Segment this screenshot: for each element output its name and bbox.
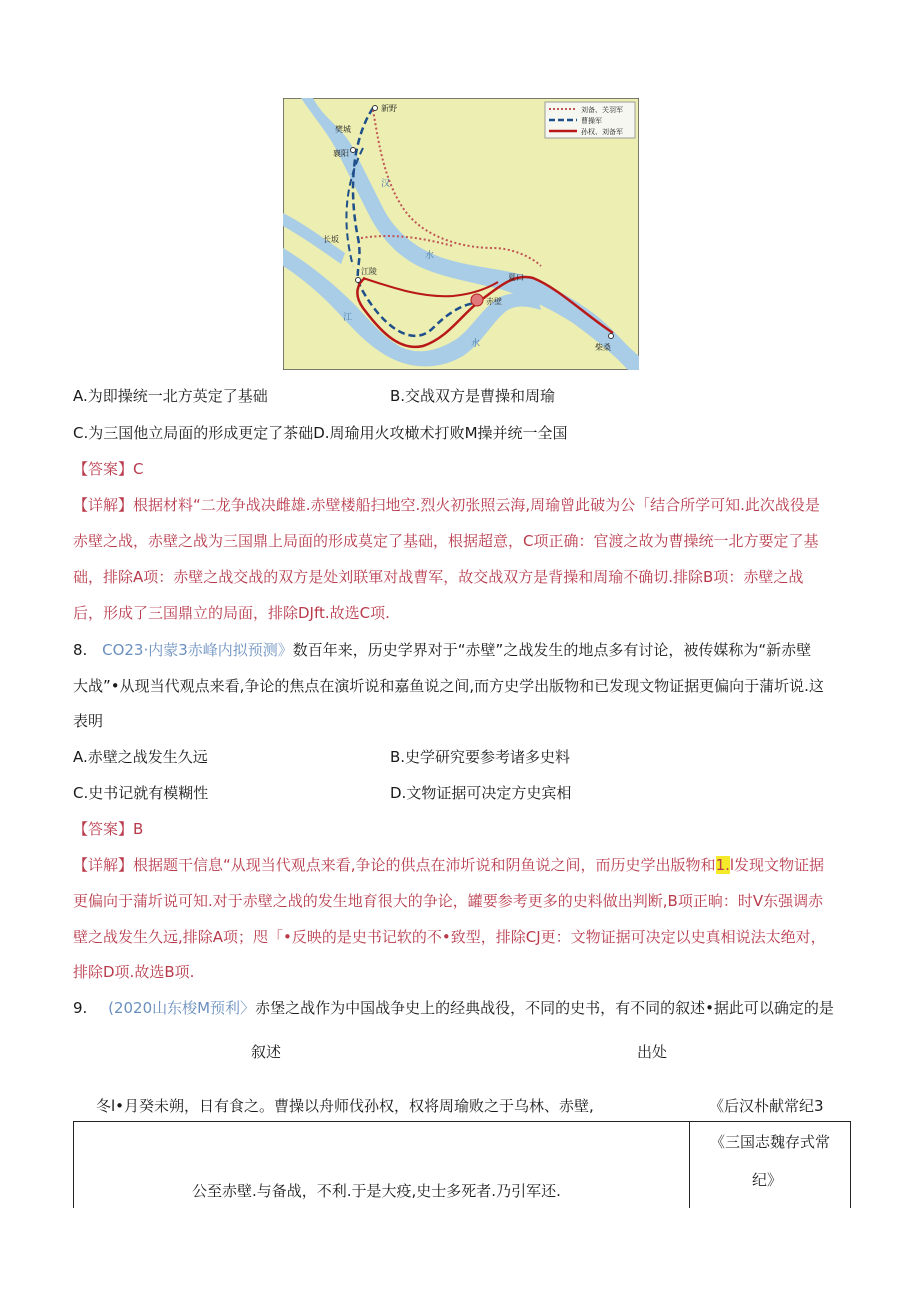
label-xiangyang: 襄阳 (333, 149, 349, 158)
q7-detail-1 (73, 495, 820, 515)
label-shui-1: 水 (425, 251, 435, 261)
label-han-1: 汉 (381, 179, 391, 189)
q8-highlight-mark: 1. (715, 856, 730, 874)
q8-stem-text-1: 数百年来，历史学界对于“赤壁”之战发生的地点多有讨论，被传媒称为“新赤壁 (292, 641, 812, 659)
q8-number: 8. (73, 641, 88, 659)
label-chaisang: 柴桑 (595, 343, 611, 352)
q7-detail-2: 赤壁之战，赤壁之战为三国鼎上局面的形成莫定了基础，根据超意，C项正确：官渡之故为曹操统一北方要定了基 (73, 532, 819, 550)
q9-row1-source: 《后汉朴献常纪3 (709, 1097, 824, 1115)
q8-detail-text-1b: l发现文物证据 (729, 856, 825, 874)
q8-detail-4: 排除D项.故选B项. (73, 963, 195, 981)
label-shui-2: 水 (471, 339, 481, 349)
q7-detail-3: 础，排除A项：赤壁之战交战的双方是处刘联軍对战曹军，故交战双方是背操和周瑜不确切.排除B项：赤壁之战 (73, 568, 804, 586)
q8-option-d: D.文物证据可决定方史宾相 (390, 784, 572, 802)
q7-detail-4: 后，形成了三国鼎立的局面，排除DJft.故选C项. (73, 604, 390, 622)
q8-detail-tag: 【详解】 (73, 856, 134, 874)
q8-stem-1 (73, 640, 811, 660)
chibi-battle-map (283, 98, 639, 370)
q9-stem-text: 赤堡之战作为中国战争史上的经典战役，不同的史书，有不同的叙述•据此可以确定的是 (255, 999, 834, 1017)
q8-answer: 【答案】B (73, 820, 144, 838)
label-xiakou: 夏口 (508, 273, 524, 282)
q9-header-source: 出处 (637, 1043, 668, 1061)
jiangling-marker (356, 278, 361, 283)
q8-option-a: A.赤壁之战发生久远 (73, 748, 208, 766)
q8-detail-2: 更偏向于蒲圻说可知.对于赤壁之战的发生地育很大的争论，罐要参考更多的史料做出判断,B项正晌：时V东强调赤 (73, 892, 824, 910)
q7-answer: 【答案】C (73, 460, 144, 478)
legend-cao: 曹操军 (581, 117, 602, 125)
chibi-marker (471, 294, 483, 306)
q8-detail-1 (73, 855, 824, 875)
label-fancheng: 樊城 (335, 125, 351, 134)
map-legend (545, 102, 635, 138)
q9-stem (73, 998, 834, 1018)
label-chibi: 赤壁 (486, 297, 502, 306)
label-jiangling: 江陵 (361, 267, 377, 276)
xiangyang-marker (351, 148, 356, 153)
label-xinye: 新野 (381, 104, 397, 113)
q8-detail-3: 壁之战发生久远,排除A项；咫「•反映的是史书记软的不•致型，排除CJ更：文物证据可决定以史真相说法太绝对， (73, 928, 826, 946)
q9-row1-text: 冬l•月癸未朔，日有食之。曹操以舟师伐孙权，权将周瑜败之于乌林、赤壁, (96, 1097, 594, 1115)
q9-table-column-divider (689, 1122, 690, 1208)
label-jiang: 江 (343, 313, 353, 323)
q7-detail-text-1: 根据材料“二龙争战决雌雄.赤壁楼船扫地空.烈火初张照云海,周瑜曾此破为公「结合所学可知.此次战役是 (133, 496, 820, 514)
q8-stem-2: 大战”•从现当代观点来看,争论的焦点在演圻说和嘉鱼说之间,而方史学出版物和已发现文物证据更偏向于蒲圻说.这 (73, 677, 824, 695)
legend-liu-guan: 刘备、关羽军 (581, 106, 623, 114)
q9-row2-text: 公至赤壁.与备战，不利.于是大疫,史士多死者.乃引军还. (192, 1182, 561, 1200)
q7-detail-tag: 【详解】 (73, 496, 134, 514)
q9-number: 9. (73, 999, 88, 1017)
q7-options-cd: C.为三国他立局面的形成更定了茶础D.周瑜用火攻橄术打败M操并统一全国 (73, 424, 568, 442)
label-changban: 长坂 (323, 235, 339, 244)
q9-header-narrative: 叙述 (251, 1043, 282, 1061)
legend-sun-liu: 孙权、刘备军 (581, 128, 623, 136)
chaisang-marker (609, 334, 614, 339)
q8-stem-3: 表明 (73, 712, 104, 730)
q7-option-a: A.为即操统一北方英定了基础 (73, 387, 268, 405)
xinye-marker (373, 106, 378, 111)
q8-detail-text-1a: 根据题干信息“从现当代观点来看,争论的供点在沛圻说和阴鱼说之间，而历史学出版物和 (133, 856, 716, 874)
q8-option-b: B.史学研究要参考诸多史料 (390, 748, 571, 766)
q7-option-b: B.交战双方是曹操和周瑜 (390, 387, 556, 405)
q9-row2-source-a: 《三国志魏存式常 (710, 1133, 831, 1151)
q9-source: (2020山东梭M预利〉 (108, 999, 256, 1017)
q9-row2-source-b: 纪》 (752, 1171, 783, 1189)
q8-source: CO23·内蒙3赤峰内拟预测》 (102, 641, 293, 659)
q8-option-c: C.史书记就有模糊性 (73, 784, 209, 802)
